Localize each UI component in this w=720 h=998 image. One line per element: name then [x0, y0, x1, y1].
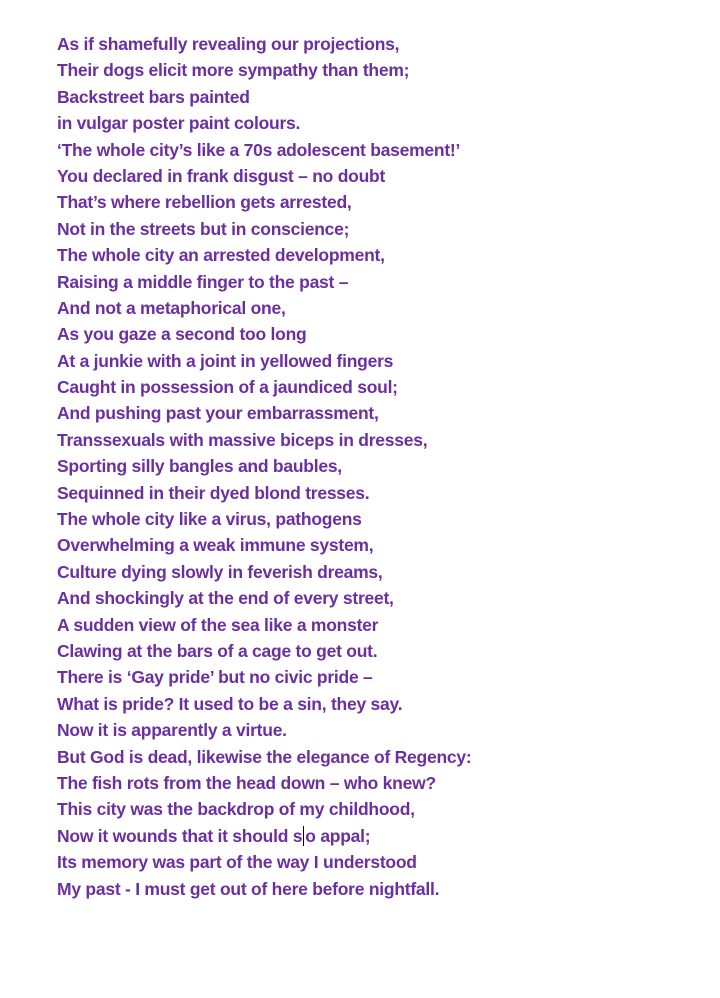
- poem-line: My past - I must get out of here before nightfall.: [57, 878, 440, 899]
- poem-line: Its memory was part of the way I understood: [57, 852, 417, 873]
- poem-line: Now it is apparently a virtue.: [57, 720, 287, 741]
- poem-line: [57, 823, 471, 849]
- poem-line: The fish rots from the head down – who knew?: [57, 772, 436, 793]
- poem-line: Culture dying slowly in feverish dreams,: [57, 561, 383, 582]
- poem-line: And not a metaphorical one,: [57, 297, 286, 318]
- poem-line: Sporting silly bangles and baubles,: [57, 456, 342, 477]
- poem-line: As you gaze a second too long: [57, 324, 307, 345]
- poem-line: ‘The whole city’s like a 70s adolescent basement!’: [57, 139, 461, 160]
- poem-line: You declared in frank disgust – no doubt: [57, 165, 386, 186]
- poem-line: But God is dead, likewise the elegance of Regency:: [57, 746, 472, 767]
- poem-line: What is pride? It used to be a sin, they say.: [57, 693, 403, 714]
- poem-line: And shockingly at the end of every street,: [57, 588, 394, 609]
- poem-line-text-before-caret: Now it wounds that it should s: [57, 825, 303, 846]
- poem-line: Overwhelming a weak immune system,: [57, 535, 374, 556]
- poem-line: As if shamefully revealing our projections,: [57, 34, 400, 54]
- poem-text-body[interactable]: [57, 31, 471, 902]
- poem-line: Backstreet bars painted: [57, 86, 250, 107]
- poem-line-text-after-caret: o appal;: [305, 825, 371, 846]
- poem-line: A sudden view of the sea like a monster: [57, 614, 379, 635]
- poem-line: Their dogs elicit more sympathy than them;: [57, 60, 410, 81]
- poem-line: Not in the streets but in conscience;: [57, 218, 350, 239]
- poem-line: Raising a middle finger to the past –: [57, 271, 349, 292]
- poem-line: in vulgar poster paint colours.: [57, 113, 301, 134]
- poem-line: There is ‘Gay pride’ but no civic pride –: [57, 667, 373, 688]
- poem-line: Caught in possession of a jaundiced soul;: [57, 377, 398, 398]
- poem-line: The whole city like a virus, pathogens: [57, 509, 362, 530]
- poem-line: Clawing at the bars of a cage to get out.: [57, 640, 378, 661]
- poem-line: That’s where rebellion gets arrested,: [57, 192, 352, 213]
- poem-line: And pushing past your embarrassment,: [57, 403, 379, 424]
- poem-line: This city was the backdrop of my childhood,: [57, 799, 415, 820]
- poem-line: Sequinned in their dyed blond tresses.: [57, 482, 370, 503]
- poem-line: The whole city an arrested development,: [57, 245, 385, 266]
- poem-line: At a junkie with a joint in yellowed fingers: [57, 350, 394, 371]
- poem-line: Transsexuals with massive biceps in dresses,: [57, 429, 428, 450]
